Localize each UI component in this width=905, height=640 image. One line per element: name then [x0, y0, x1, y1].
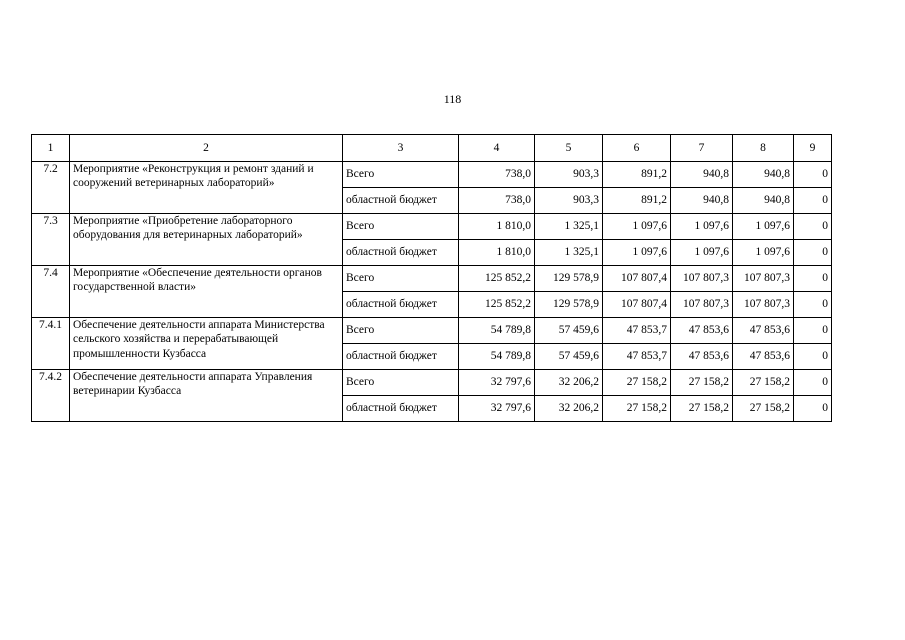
- value-cell: 32 797,6: [459, 370, 535, 396]
- column-header: 6: [603, 135, 671, 162]
- table-row: [32, 370, 832, 396]
- value-cell: 27 158,2: [671, 396, 733, 422]
- value-cell: 47 853,6: [733, 344, 794, 370]
- item-number: 7.4.2: [32, 370, 70, 422]
- value-cell: 0: [794, 214, 832, 240]
- value-cell: 0: [794, 370, 832, 396]
- funding-source: Всего: [343, 370, 459, 396]
- value-cell: 107 807,3: [671, 266, 733, 292]
- value-cell: 47 853,6: [733, 318, 794, 344]
- value-cell: 891,2: [603, 162, 671, 188]
- value-cell: 0: [794, 162, 832, 188]
- value-cell: 107 807,3: [671, 292, 733, 318]
- funding-source: областной бюджет: [343, 292, 459, 318]
- value-cell: 0: [794, 240, 832, 266]
- value-cell: 940,8: [671, 188, 733, 214]
- value-cell: 32 797,6: [459, 396, 535, 422]
- item-number: 7.4: [32, 266, 70, 318]
- value-cell: 903,3: [535, 162, 603, 188]
- value-cell: 107 807,3: [733, 266, 794, 292]
- value-cell: 0: [794, 266, 832, 292]
- funding-source: областной бюджет: [343, 188, 459, 214]
- value-cell: 0: [794, 318, 832, 344]
- value-cell: 1 097,6: [603, 214, 671, 240]
- value-cell: 1 810,0: [459, 214, 535, 240]
- funding-source: Всего: [343, 162, 459, 188]
- item-name: Обеспечение деятельности аппарата Управления ветеринарии Кузбасса: [70, 370, 343, 422]
- funding-source: областной бюджет: [343, 240, 459, 266]
- column-header: 4: [459, 135, 535, 162]
- value-cell: 1 097,6: [671, 240, 733, 266]
- value-cell: 129 578,9: [535, 292, 603, 318]
- value-cell: 32 206,2: [535, 396, 603, 422]
- value-cell: 1 097,6: [733, 240, 794, 266]
- value-cell: 738,0: [459, 188, 535, 214]
- value-cell: 0: [794, 188, 832, 214]
- value-cell: 57 459,6: [535, 344, 603, 370]
- value-cell: 27 158,2: [733, 396, 794, 422]
- table-row: [32, 318, 832, 344]
- value-cell: 1 325,1: [535, 214, 603, 240]
- value-cell: 940,8: [733, 188, 794, 214]
- value-cell: 125 852,2: [459, 292, 535, 318]
- item-name: Мероприятие «Реконструкция и ремонт зданий и сооружений ветеринарных лабораторий»: [70, 162, 343, 214]
- value-cell: 940,8: [733, 162, 794, 188]
- item-number: 7.4.1: [32, 318, 70, 370]
- column-header: 5: [535, 135, 603, 162]
- value-cell: 738,0: [459, 162, 535, 188]
- value-cell: 940,8: [671, 162, 733, 188]
- column-header: 3: [343, 135, 459, 162]
- value-cell: 129 578,9: [535, 266, 603, 292]
- funding-source: областной бюджет: [343, 396, 459, 422]
- value-cell: 107 807,4: [603, 266, 671, 292]
- table-header: [32, 135, 832, 162]
- value-cell: 54 789,8: [459, 318, 535, 344]
- item-name: Мероприятие «Приобретение лабораторного оборудования для ветеринарных лабораторий»: [70, 214, 343, 266]
- value-cell: 27 158,2: [603, 396, 671, 422]
- value-cell: 47 853,7: [603, 344, 671, 370]
- value-cell: 1 097,6: [733, 214, 794, 240]
- table-row: [32, 214, 832, 240]
- item-name: Обеспечение деятельности аппарата Министерства сельского хозяйства и перерабатывающей промышленности Кузбасса: [70, 318, 343, 370]
- value-cell: 47 853,7: [603, 318, 671, 344]
- value-cell: 47 853,6: [671, 344, 733, 370]
- value-cell: 1 325,1: [535, 240, 603, 266]
- column-header: 1: [32, 135, 70, 162]
- value-cell: 125 852,2: [459, 266, 535, 292]
- value-cell: 0: [794, 344, 832, 370]
- budget-table: [31, 134, 832, 422]
- value-cell: 54 789,8: [459, 344, 535, 370]
- item-name: Мероприятие «Обеспечение деятельности органов государственной власти»: [70, 266, 343, 318]
- value-cell: 27 158,2: [603, 370, 671, 396]
- value-cell: 0: [794, 292, 832, 318]
- value-cell: 27 158,2: [733, 370, 794, 396]
- page-number: 118: [443, 92, 462, 106]
- value-cell: 1 097,6: [603, 240, 671, 266]
- value-cell: 903,3: [535, 188, 603, 214]
- funding-source: областной бюджет: [343, 344, 459, 370]
- column-header: 2: [70, 135, 343, 162]
- value-cell: 32 206,2: [535, 370, 603, 396]
- value-cell: 57 459,6: [535, 318, 603, 344]
- value-cell: 0: [794, 396, 832, 422]
- value-cell: 107 807,3: [733, 292, 794, 318]
- item-number: 7.3: [32, 214, 70, 266]
- funding-source: Всего: [343, 266, 459, 292]
- item-number: 7.2: [32, 162, 70, 214]
- column-header: 9: [794, 135, 832, 162]
- value-cell: 107 807,4: [603, 292, 671, 318]
- value-cell: 1 810,0: [459, 240, 535, 266]
- table-row: [32, 162, 832, 188]
- value-cell: 1 097,6: [671, 214, 733, 240]
- value-cell: 47 853,6: [671, 318, 733, 344]
- table-row: [32, 266, 832, 292]
- value-cell: 891,2: [603, 188, 671, 214]
- column-header: 8: [733, 135, 794, 162]
- column-header: 7: [671, 135, 733, 162]
- funding-source: Всего: [343, 214, 459, 240]
- header-row: [32, 135, 832, 162]
- funding-source: Всего: [343, 318, 459, 344]
- value-cell: 27 158,2: [671, 370, 733, 396]
